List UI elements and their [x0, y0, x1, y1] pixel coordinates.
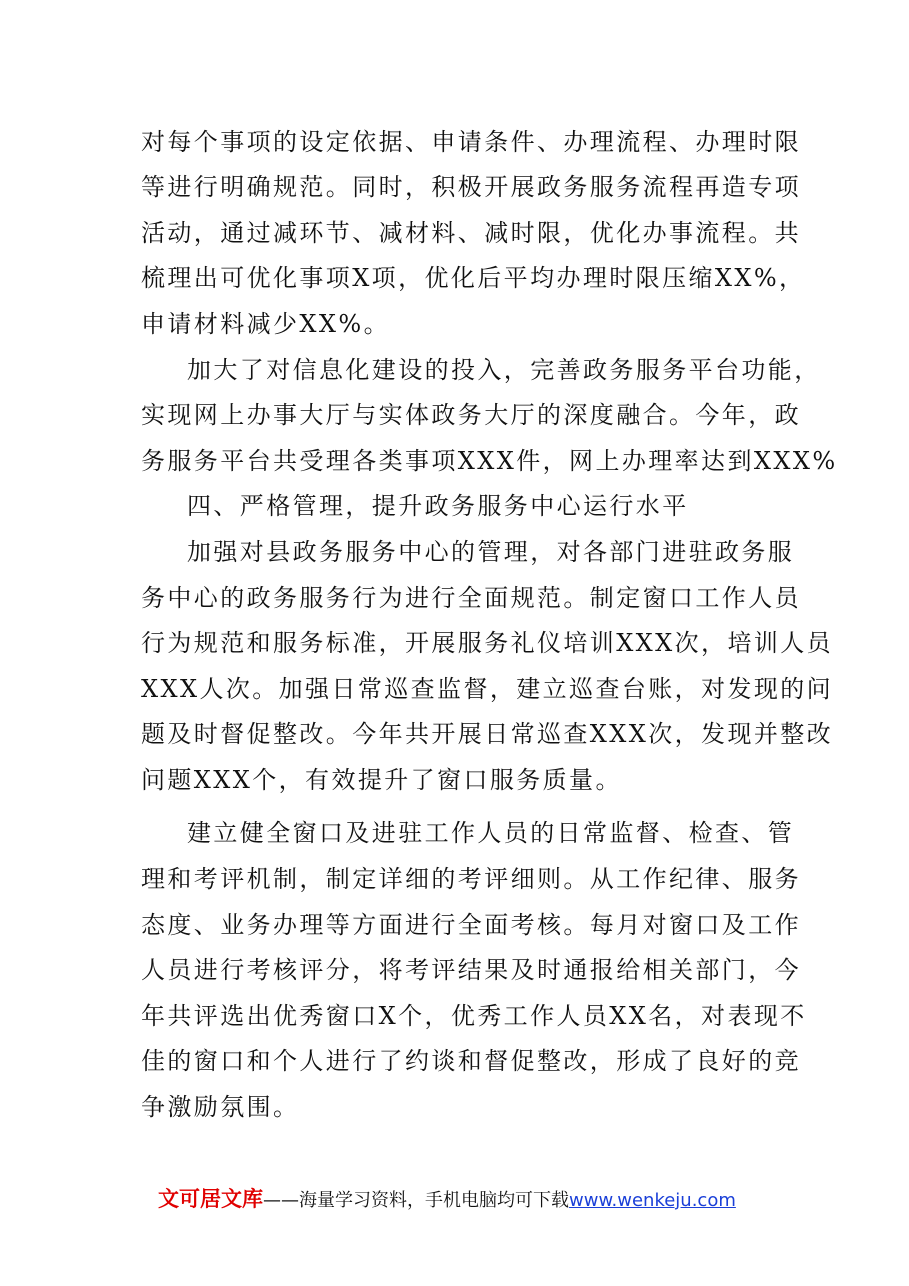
footer-link[interactable]: www.wenkeju.com: [569, 1190, 736, 1211]
text-line: 争激励氛围。: [141, 1093, 300, 1121]
text-line: 加强对县政务服务中心的管理，对各部门进驻政务服: [187, 538, 795, 566]
text-line: 梳理出可优化事项X项，优化后平均办理时限压缩XX%，: [141, 264, 806, 292]
text-line: 务服务平台共受理各类事项XXX件，网上办理率达到XXX%: [141, 447, 838, 475]
text-line: 等进行明确规范。同时，积极开展政务服务流程再造专项: [141, 173, 801, 201]
text-line: 态度、业务办理等方面进行全面考核。每月对窗口及工作: [141, 911, 801, 939]
text-line: 问题XXX个，有效提升了窗口服务质量。: [141, 766, 622, 794]
text-line: 活动，通过减环节、减材料、减时限，优化办事流程。共: [141, 219, 801, 247]
footer-brand: 文可居文库: [158, 1187, 263, 1211]
text-line: 务中心的政务服务行为进行全面规范。制定窗口工作人员: [141, 584, 801, 612]
text-line: 对每个事项的设定依据、申请条件、办理流程、办理时限: [141, 128, 801, 156]
text-line: XXX人次。加强日常巡查监督，建立巡查台账，对发现的问: [141, 675, 834, 703]
text-line: 行为规范和服务标准，开展服务礼仪培训XXX次，培训人员: [141, 629, 834, 657]
text-line: 年共评选出优秀窗口X个，优秀工作人员XX名，对表现不: [141, 1002, 807, 1030]
text-line: 加大了对信息化建设的投入，完善政务服务平台功能，: [187, 356, 821, 384]
text-line: 题及时督促整改。今年共开展日常巡查XXX次，发现并整改: [141, 720, 834, 748]
text-line: 建立健全窗口及进驻工作人员的日常监督、检查、管: [187, 819, 795, 847]
text-line: 理和考评机制，制定详细的考评细则。从工作纪律、服务: [141, 865, 801, 893]
text-line: 实现网上办事大厅与实体政务大厅的深度融合。今年，政: [141, 401, 801, 429]
footer-tagline: ——海量学习资料，手机电脑均可下载: [263, 1190, 569, 1211]
footer-banner: [158, 1183, 736, 1211]
text-line: 佳的窗口和个人进行了约谈和督促整改，形成了良好的竞: [141, 1047, 801, 1075]
text-line: 申请材料减少XX%。: [141, 310, 390, 338]
text-line: 人员进行考核评分，将考评结果及时通报给相关部门，今: [141, 956, 801, 984]
section-heading: 四、严格管理，提升政务服务中心运行水平: [187, 492, 689, 520]
